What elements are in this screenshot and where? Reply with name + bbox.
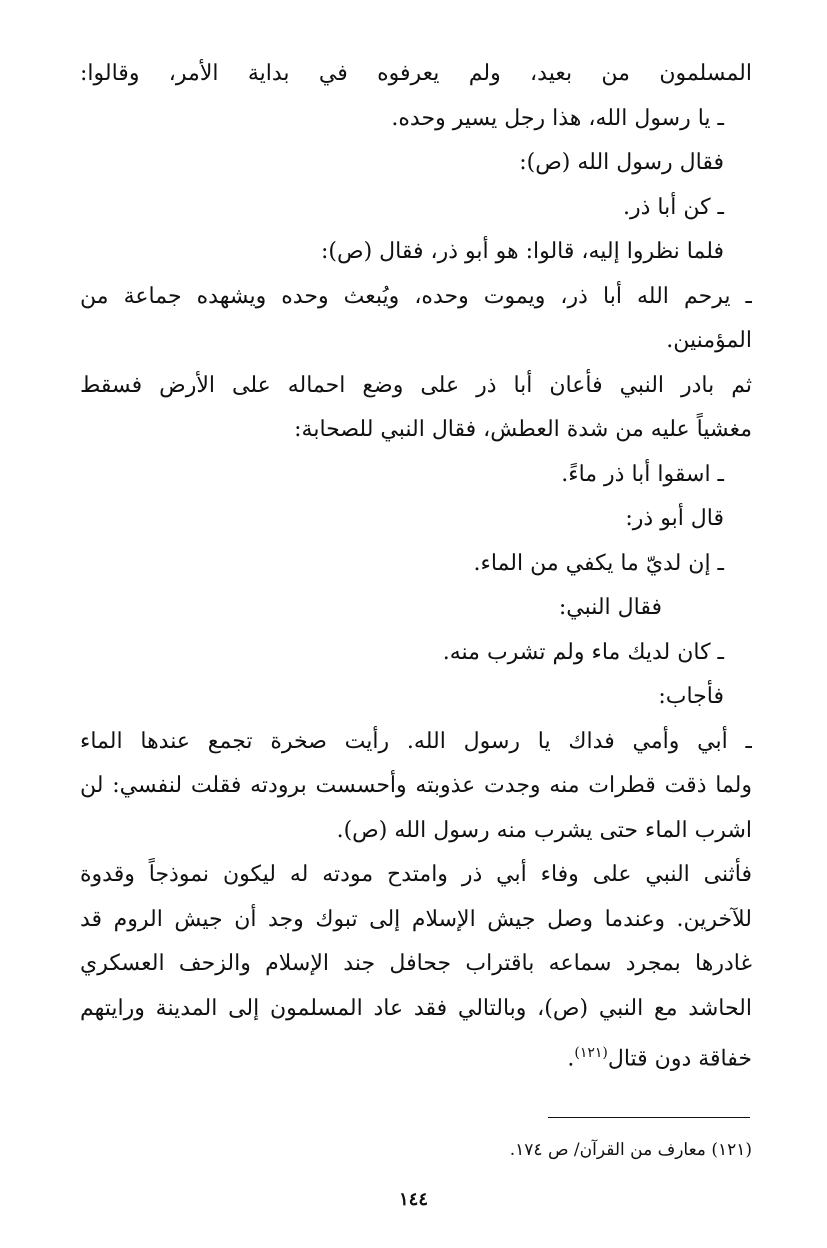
text-line: فأثنى النبي على وفاء أبي ذر وامتدح مودته له ليكون نموذجاً وقدوة	[80, 862, 752, 887]
text-line: قال أبو ذر:	[625, 506, 724, 531]
text-line: ـ يرحم الله أبا ذر، ويموت وحده، ويُبعث وحده ويشهده جماعة من	[80, 283, 752, 309]
text-line: فأجاب:	[658, 684, 724, 709]
text-line: ـ إن لديّ ما يكفي من الماء.	[473, 550, 724, 576]
text-line: ـ اسقوا أبا ذر ماءً.	[561, 461, 724, 487]
text-line-last	[80, 1031, 752, 1076]
text-line-content: خفاقة دون قتال	[607, 1046, 752, 1072]
footnote-reference[interactable]: (١٢١)	[574, 1045, 608, 1061]
text-line: ثم بادر النبي فأعان أبا ذر على وضع احماله على الأرض فسقط	[80, 372, 752, 398]
text-line: المؤمنين.	[666, 328, 752, 353]
body-text	[80, 52, 752, 1076]
text-line: غادرها بمجرد سماعه باقتراب جحافل جند الإسلام والزحف العسكري	[80, 951, 752, 976]
text-line: ـ يا رسول الله، هذا رجل يسير وحده.	[391, 105, 724, 131]
text-line: فقال النبي:	[558, 595, 662, 620]
sentence-end: .	[567, 1046, 575, 1072]
text-line: الحاشد مع النبي (ص)، وبالتالي فقد عاد المسلمون إلى المدينة ورايتهم	[80, 995, 752, 1021]
page-number: ١٤٤	[398, 1189, 428, 1210]
text-line: اشرب الماء حتى يشرب منه رسول الله (ص).	[336, 817, 752, 843]
footnote-divider	[548, 1117, 750, 1118]
text-line: ـ كان لديك ماء ولم تشرب منه.	[442, 639, 724, 665]
text-line: للآخرين. وعندما وصل جيش الإسلام إلى تبوك وجد أن جيش الروم قد	[80, 906, 752, 932]
footnote-text: (١٢١) معارف من القرآن/ ص ١٧٤.	[509, 1140, 752, 1160]
text-line: ولما ذقت قطرات منه وجدت عذوبته وأحسست برودته فقلت لنفسي: لن	[80, 773, 752, 798]
text-line: مغشياً عليه من شدة العطش، فقال النبي للصحابة:	[294, 417, 752, 442]
text-line: ـ كن أبا ذر.	[623, 194, 724, 220]
text-line: ـ أبي وأمي فداك يا رسول الله. رأيت صخرة تجمع عندها الماء	[80, 728, 752, 754]
text-line: فلما نظروا إليه، قالوا: هو أبو ذر، فقال (ص):	[321, 239, 724, 264]
text-line: المسلمون من بعيد، ولم يعرفوه في بداية الأمر، وقالوا:	[80, 61, 752, 86]
text-line: فقال رسول الله (ص):	[519, 150, 724, 175]
